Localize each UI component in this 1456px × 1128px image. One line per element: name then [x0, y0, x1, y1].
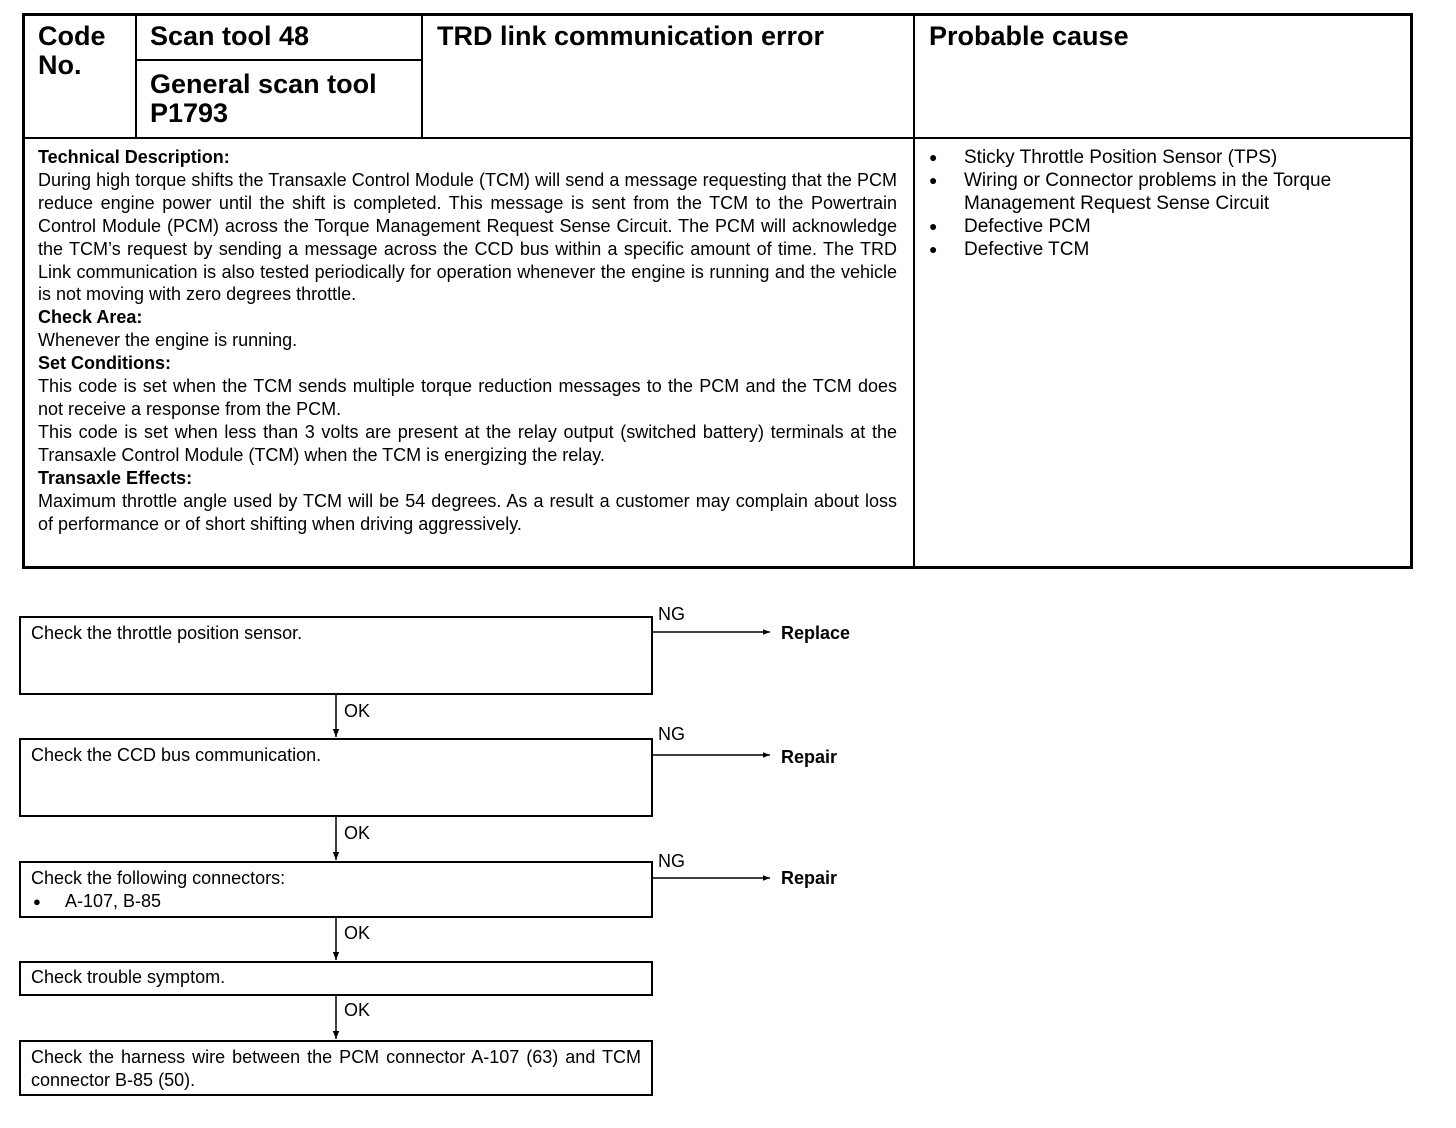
- ok-label: OK: [344, 1000, 371, 1020]
- probable-cause-heading: Probable cause: [929, 21, 1129, 51]
- action-replace: Replace: [781, 623, 851, 643]
- ng-label: NG: [658, 724, 685, 744]
- scan-tool-label: Scan tool 48: [150, 21, 310, 51]
- set-conditions-heading: Set Conditions:: [38, 353, 171, 374]
- bullet-icon: ●: [33, 894, 41, 909]
- check-area-heading: Check Area:: [38, 307, 143, 328]
- list-item: ● Sticky Throttle Position Sensor (TPS): [929, 146, 1399, 169]
- step1-text: Check the throttle position sensor.: [31, 623, 303, 643]
- action-repair: Repair: [781, 868, 838, 888]
- step5-text: Check the harness wire between the PCM connector A-107 (63) and TCM connector B-85 (50).: [31, 1047, 641, 1090]
- step3-bullet-text: A-107, B-85: [65, 891, 162, 911]
- step3-bullet: [31, 890, 641, 913]
- step3-text: Check the following connectors:: [31, 868, 286, 888]
- code-no-label: Code No.: [38, 21, 106, 80]
- ok-label: OK: [344, 823, 371, 843]
- action-repair: Repair: [781, 747, 838, 767]
- step-check-harness-wire: [19, 1040, 653, 1096]
- ng-label: NG: [658, 604, 685, 624]
- transaxle-effects-text: Maximum throttle angle used by TCM will be 54 degrees. As a result a customer may complain about loss of performance or of short shifting when driving aggressively.: [38, 490, 897, 534]
- step-check-ccd-bus: [19, 738, 653, 817]
- check-area-text: Whenever the engine is running.: [38, 330, 298, 351]
- ok-label: OK: [344, 923, 371, 943]
- set-conditions-text-2: This code is set when less than 3 volts are present at the relay output (switched battery) terminals at the Transaxle Control Module (TCM) when the TCM is energizing the relay.: [38, 421, 897, 465]
- general-scan-tool-label: General scan tool P1793: [150, 69, 377, 128]
- ok-label: OK: [344, 701, 371, 721]
- step4-text: Check trouble symptom.: [31, 967, 226, 987]
- list-item: ● Defective PCM: [929, 215, 1399, 238]
- list-item: ● Defective TCM: [929, 238, 1399, 261]
- step-check-throttle-position-sensor: [19, 616, 653, 695]
- set-conditions-text-1: This code is set when the TCM sends multiple torque reduction messages to the PCM and the TCM does not receive a response from the PCM.: [38, 376, 897, 419]
- technical-description-text: During high torque shifts the Transaxle Control Module (TCM) will send a message requesting that the PCM reduce engine power until the shift is completed. This message is sent from the TCM to the Powertrain Control Module (PCM) across the Torque Management Request Sense Circuit. The PCM will acknowledge the TCM’s request by sending a message across the CCD bus within a specific amount of time. The TRD Link communication is also tested periodically for operation whenever the engine is running and the vehicle is not moving with zero degrees throttle.: [38, 169, 897, 305]
- transaxle-effects-heading: Transaxle Effects:: [38, 467, 193, 488]
- technical-description-heading: Technical Description:: [38, 147, 230, 167]
- list-item: ● Wiring or Connector problems in the Torque Management Request Sense Circuit: [929, 169, 1399, 215]
- page-title: TRD link communication error: [437, 21, 825, 51]
- step-check-trouble-symptom: [19, 961, 653, 996]
- ng-label: NG: [658, 851, 685, 871]
- step2-text: Check the CCD bus communication.: [31, 745, 322, 765]
- step-check-connectors: [19, 861, 653, 918]
